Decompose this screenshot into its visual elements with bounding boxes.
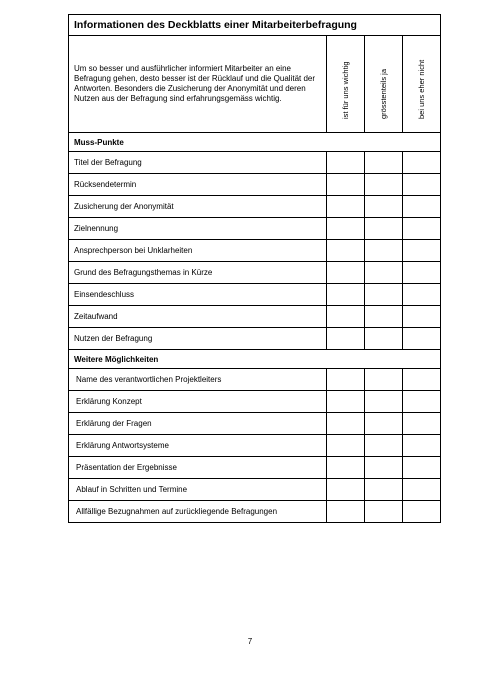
checkbox-cell-mostly-yes[interactable]	[365, 174, 403, 196]
checkbox-cell-important[interactable]	[327, 457, 365, 479]
table-row	[69, 174, 441, 196]
checkbox-cell-rather-not[interactable]	[403, 391, 441, 413]
checkbox-cell-mostly-yes[interactable]	[365, 240, 403, 262]
header-row	[69, 36, 441, 133]
intro-text: Um so besser und ausführlicher informiert Mitarbeiter an eine Befragung gehen, desto besser ist der Rücklauf und die Qualität der Antworten. Besonders die Zusicherung der Anonymität und deren Nutzen aus der Befragung sind erfahrungsgemäss wichtig.	[69, 36, 327, 133]
table-row	[69, 457, 441, 479]
row-label: Erklärung Konzept	[69, 391, 327, 413]
questionnaire-table	[68, 14, 441, 523]
row-label: Erklärung Antwortsysteme	[69, 435, 327, 457]
checkbox-cell-rather-not[interactable]	[403, 306, 441, 328]
row-label: Name des verantwortlichen Projektleiters	[69, 369, 327, 391]
checkbox-cell-important[interactable]	[327, 435, 365, 457]
checkbox-cell-important[interactable]	[327, 174, 365, 196]
checkbox-cell-important[interactable]	[327, 284, 365, 306]
checkbox-cell-important[interactable]	[327, 479, 365, 501]
checkbox-cell-rather-not[interactable]	[403, 196, 441, 218]
row-label: Präsentation der Ergebnisse	[69, 457, 327, 479]
table-row	[69, 413, 441, 435]
table-title: Informationen des Deckblatts einer Mitarbeiterbefragung	[69, 15, 441, 36]
checkbox-cell-mostly-yes[interactable]	[365, 479, 403, 501]
checkbox-cell-important[interactable]	[327, 240, 365, 262]
row-label: Nutzen der Befragung	[69, 328, 327, 350]
column-header-mostly-yes	[365, 36, 403, 133]
checkbox-cell-important[interactable]	[327, 413, 365, 435]
checkbox-cell-mostly-yes[interactable]	[365, 196, 403, 218]
column-label-mostly-yes: grösstenteils ja	[378, 68, 388, 119]
table-body	[69, 15, 441, 523]
row-label: Zielnennung	[69, 218, 327, 240]
checkbox-cell-important[interactable]	[327, 328, 365, 350]
checkbox-cell-important[interactable]	[327, 152, 365, 174]
table-row	[69, 284, 441, 306]
section-heading: Weitere Möglichkeiten	[69, 350, 441, 369]
checkbox-cell-rather-not[interactable]	[403, 262, 441, 284]
checkbox-cell-rather-not[interactable]	[403, 240, 441, 262]
checkbox-cell-mostly-yes[interactable]	[365, 435, 403, 457]
checkbox-cell-important[interactable]	[327, 369, 365, 391]
row-label: Zeitaufwand	[69, 306, 327, 328]
checkbox-cell-important[interactable]	[327, 262, 365, 284]
row-label: Allfällige Bezugnahmen auf zurückliegende Befragungen	[69, 501, 327, 523]
column-label-important: ist für uns wichtig	[340, 61, 350, 119]
checkbox-cell-important[interactable]	[327, 196, 365, 218]
checkbox-cell-mostly-yes[interactable]	[365, 262, 403, 284]
table-row	[69, 501, 441, 523]
checkbox-cell-rather-not[interactable]	[403, 413, 441, 435]
column-header-important	[327, 36, 365, 133]
checkbox-cell-rather-not[interactable]	[403, 435, 441, 457]
section-row	[69, 133, 441, 152]
row-label: Einsendeschluss	[69, 284, 327, 306]
checkbox-cell-mostly-yes[interactable]	[365, 413, 403, 435]
row-label: Ablauf in Schritten und Termine	[69, 479, 327, 501]
checkbox-cell-mostly-yes[interactable]	[365, 369, 403, 391]
checkbox-cell-important[interactable]	[327, 306, 365, 328]
checkbox-cell-important[interactable]	[327, 501, 365, 523]
table-row	[69, 328, 441, 350]
page-number: 7	[247, 637, 253, 646]
row-label: Ansprechperson bei Unklarheiten	[69, 240, 327, 262]
checkbox-cell-rather-not[interactable]	[403, 457, 441, 479]
checkbox-cell-important[interactable]	[327, 391, 365, 413]
checkbox-cell-rather-not[interactable]	[403, 328, 441, 350]
checkbox-cell-mostly-yes[interactable]	[365, 306, 403, 328]
checkbox-cell-rather-not[interactable]	[403, 479, 441, 501]
checkbox-cell-rather-not[interactable]	[403, 174, 441, 196]
table-row	[69, 369, 441, 391]
checkbox-cell-mostly-yes[interactable]	[365, 457, 403, 479]
checkbox-cell-mostly-yes[interactable]	[365, 501, 403, 523]
section-row	[69, 350, 441, 369]
table-row	[69, 196, 441, 218]
checkbox-cell-mostly-yes[interactable]	[365, 284, 403, 306]
checkbox-cell-rather-not[interactable]	[403, 152, 441, 174]
table-row	[69, 262, 441, 284]
row-label: Titel der Befragung	[69, 152, 327, 174]
column-header-rather-not	[403, 36, 441, 133]
table-row	[69, 435, 441, 457]
checkbox-cell-important[interactable]	[327, 218, 365, 240]
checkbox-cell-mostly-yes[interactable]	[365, 218, 403, 240]
checkbox-cell-rather-not[interactable]	[403, 501, 441, 523]
row-label: Grund des Befragungsthemas in Kürze	[69, 262, 327, 284]
column-label-rather-not: bei uns eher nicht	[416, 59, 426, 119]
table-row	[69, 152, 441, 174]
checkbox-cell-mostly-yes[interactable]	[365, 328, 403, 350]
checkbox-cell-rather-not[interactable]	[403, 369, 441, 391]
row-label: Zusicherung der Anonymität	[69, 196, 327, 218]
checkbox-cell-mostly-yes[interactable]	[365, 391, 403, 413]
checkbox-cell-mostly-yes[interactable]	[365, 152, 403, 174]
table-row	[69, 218, 441, 240]
section-heading: Muss-Punkte	[69, 133, 441, 152]
checkbox-cell-rather-not[interactable]	[403, 218, 441, 240]
row-label: Erklärung der Fragen	[69, 413, 327, 435]
table-row	[69, 479, 441, 501]
checkbox-cell-rather-not[interactable]	[403, 284, 441, 306]
table-row	[69, 240, 441, 262]
table-row	[69, 391, 441, 413]
row-label: Rücksendetermin	[69, 174, 327, 196]
table-row	[69, 306, 441, 328]
title-row	[69, 15, 441, 36]
